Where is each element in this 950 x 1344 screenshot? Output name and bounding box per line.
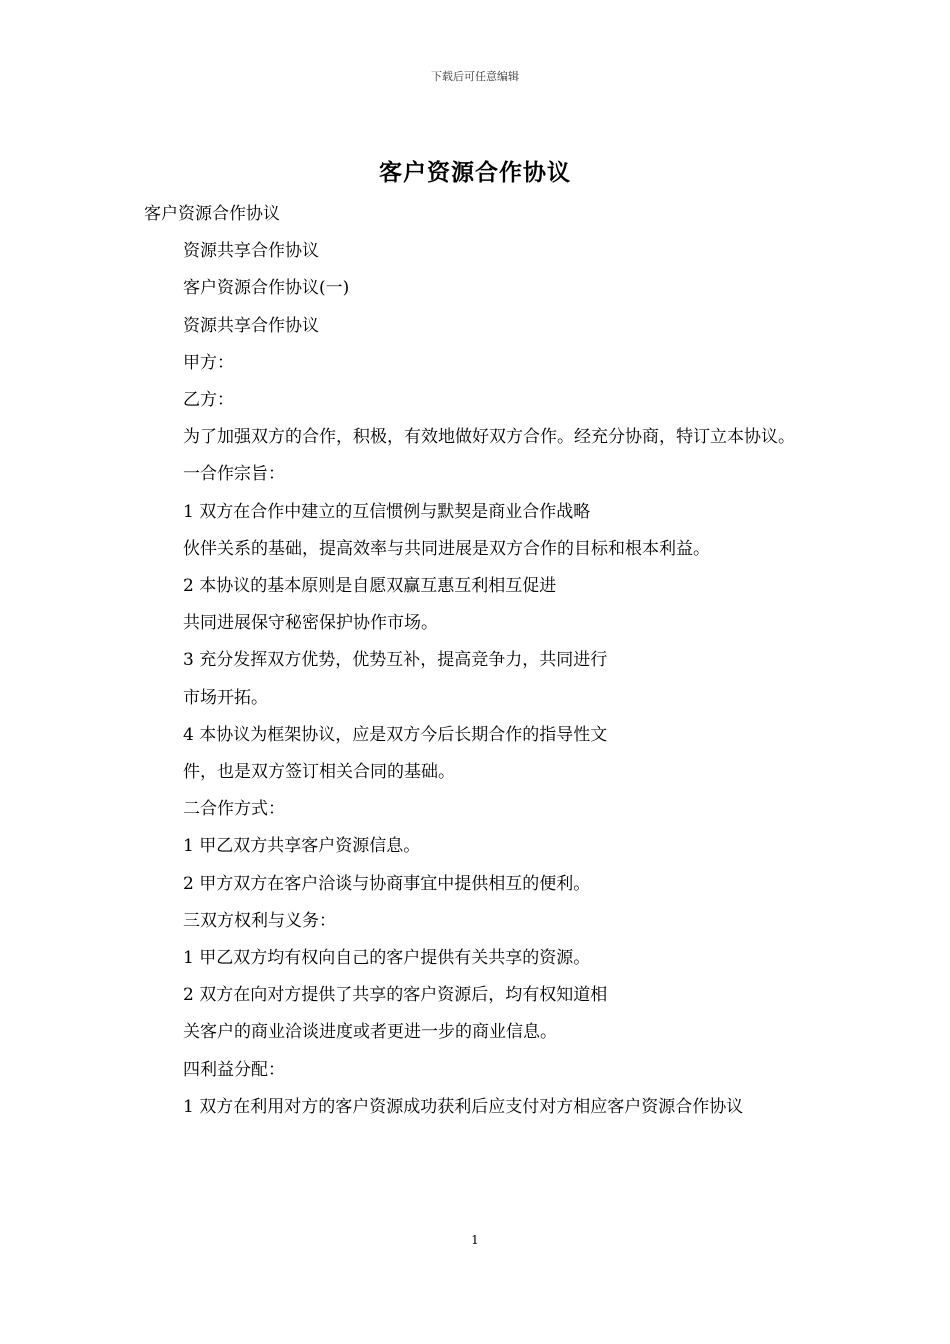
page-number: 1	[471, 1233, 479, 1247]
section-heading: 三双方权利与义务：	[183, 910, 336, 931]
paragraph: 4 本协议为框架协议，应是双方今后长期合作的指导性文	[183, 724, 608, 745]
paragraph: 2 双方在向对方提供了共享的客户资源后，均有权知道相	[183, 985, 608, 1006]
party-a-label: 甲方：	[183, 352, 234, 373]
paragraph: 客户资源合作协议	[144, 204, 280, 224]
paragraph: 1 甲乙双方均有权向自己的客户提供有关共享的资源。	[183, 948, 591, 969]
paragraph: 为了加强双方的合作，积极，有效地做好双方合作。经充分协商，特订立本协议。	[183, 427, 795, 448]
paragraph: 1 双方在合作中建立的互信惯例与默契是商业合作战略	[183, 501, 591, 522]
paragraph: 资源共享合作协议	[183, 315, 319, 336]
paragraph: 市场开拓。	[183, 687, 268, 708]
paragraph: 3 充分发挥双方优势，优势互补，提高竞争力，共同进行	[183, 650, 608, 671]
section-heading: 二合作方式：	[183, 799, 285, 820]
document-title: 客户资源合作协议	[379, 159, 571, 186]
header-note: 下载后可任意编辑	[431, 70, 519, 83]
section-heading: 四利益分配：	[183, 1059, 285, 1080]
paragraph: 2 甲方双方在客户洽谈与协商事宜中提供相互的便利。	[183, 873, 591, 894]
paragraph: 共同进展保守秘密保护协作市场。	[183, 613, 438, 634]
section-heading: 一合作宗旨：	[183, 464, 285, 485]
document-body	[144, 196, 812, 1126]
paragraph: 关客户的商业洽谈进度或者更进一步的商业信息。	[183, 1022, 557, 1043]
paragraph: 伙伴关系的基础，提高效率与共同进展是双方合作的目标和根本利益。	[183, 538, 710, 559]
paragraph: 客户资源合作协议(一)	[183, 278, 350, 299]
paragraph: 件，也是双方签订相关合同的基础。	[183, 762, 455, 783]
paragraph: 1 双方在利用对方的客户资源成功获利后应支付对方相应客户资源合作协议	[183, 1096, 744, 1117]
paragraph: 2 本协议的基本原则是自愿双赢互惠互利相互促进	[183, 576, 557, 597]
paragraph: 资源共享合作协议	[183, 241, 319, 262]
paragraph: 1 甲乙双方共享客户资源信息。	[183, 836, 421, 857]
party-b-label: 乙方：	[183, 390, 234, 411]
